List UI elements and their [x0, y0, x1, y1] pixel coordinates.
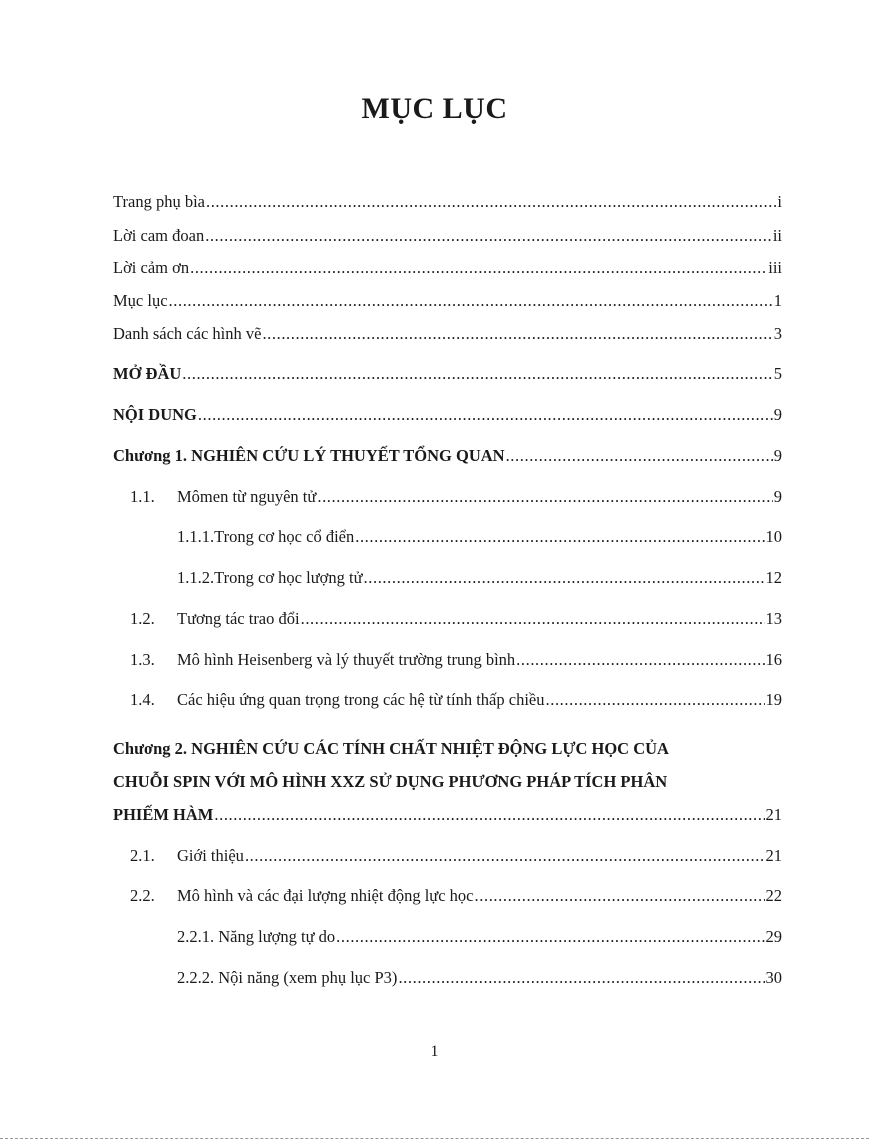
- toc-label: Lời cảm ơn: [113, 258, 190, 277]
- toc-page-number: 9: [773, 405, 782, 424]
- toc-leader-dots: [205, 226, 772, 246]
- chapter-2-heading-line-1[interactable]: Chương 2. NGHIÊN CỨU CÁC TÍNH CHẤT NHIỆT ĐỘNG LỰC HỌC CỦA: [113, 739, 669, 758]
- toc-leader-dots: [364, 568, 765, 588]
- toc-label: Trang phụ bìa: [113, 192, 205, 211]
- toc-entry-subsection-2-2-1[interactable]: [177, 927, 782, 947]
- toc-entry-chuong-1[interactable]: [113, 446, 782, 466]
- toc-page-number: 21: [765, 805, 782, 824]
- toc-label: 1.1.2.Trong cơ học lượng tử: [177, 568, 363, 587]
- toc-entry-loi-cam-doan[interactable]: [113, 226, 782, 246]
- toc-leader-dots: [245, 846, 765, 866]
- toc-label: Các hiệu ứng quan trọng trong các hệ từ tính thấp chiều: [177, 690, 545, 709]
- toc-leader-dots: [190, 258, 767, 278]
- toc-label: NỘI DUNG: [113, 405, 197, 424]
- toc-entry-mo-dau[interactable]: [113, 364, 782, 384]
- toc-label: 2.2.2. Nội năng (xem phụ lục P3): [177, 968, 398, 987]
- toc-page-number: 30: [765, 968, 782, 987]
- toc-label: Mục lục: [113, 291, 168, 310]
- toc-entry-subsection-2-2-2[interactable]: [177, 968, 782, 988]
- toc-page-number: 12: [765, 568, 782, 587]
- toc-leader-dots: [398, 968, 764, 988]
- toc-leader-dots: [516, 650, 764, 670]
- toc-entry-trang-phu-bia[interactable]: [113, 192, 782, 212]
- toc-label: PHIẾM HÀM: [113, 805, 214, 824]
- toc-entry-subsection-1-1-2[interactable]: [177, 568, 782, 588]
- toc-page-number: 5: [773, 364, 782, 383]
- toc-leader-dots: [262, 324, 772, 344]
- toc-label: Mô hình Heisenberg và lý thuyết trường trung bình: [177, 650, 516, 669]
- toc-entry-subsection-1-1-1[interactable]: [177, 527, 782, 547]
- toc-entry-section-2-2[interactable]: [130, 886, 782, 906]
- toc-label: Giới thiệu: [177, 846, 244, 865]
- toc-section-number: 1.4.: [130, 690, 155, 709]
- toc-entry-section-1-1[interactable]: [130, 487, 782, 507]
- toc-label: Chương 1. NGHIÊN CỨU LÝ THUYẾT TỔNG QUAN: [113, 446, 505, 465]
- toc-label: Danh sách các hình vẽ: [113, 324, 262, 343]
- toc-section-number: 1.3.: [130, 650, 155, 669]
- toc-entry-chuong-2[interactable]: [113, 805, 782, 825]
- toc-leader-dots: [475, 886, 765, 906]
- toc-section-number: 2.2.: [130, 886, 155, 905]
- toc-entry-muc-luc[interactable]: [113, 291, 782, 311]
- toc-entry-section-2-1[interactable]: [130, 846, 782, 866]
- toc-leader-dots: [506, 446, 773, 466]
- toc-label: 1.1.1.Trong cơ học cổ điển: [177, 527, 355, 546]
- toc-entry-noi-dung[interactable]: [113, 405, 782, 425]
- toc-label: MỞ ĐẦU: [113, 364, 182, 383]
- toc-page-number: 13: [765, 609, 782, 628]
- toc-label: 2.2.1. Năng lượng tự do: [177, 927, 336, 946]
- toc-page-number: 1: [773, 291, 782, 310]
- toc-page-number: ii: [772, 226, 782, 245]
- toc-page-number: 3: [773, 324, 782, 343]
- toc-page-number: 29: [765, 927, 782, 946]
- toc-page-number: i: [777, 192, 782, 211]
- page-title: MỤC LỤC: [361, 92, 508, 125]
- toc-label: Lời cam đoan: [113, 226, 205, 245]
- toc-leader-dots: [546, 690, 765, 710]
- toc-entry-section-1-3[interactable]: [130, 650, 782, 670]
- toc-leader-dots: [355, 527, 764, 547]
- toc-label: Mô hình và các đại lượng nhiệt động lực học: [177, 886, 474, 905]
- toc-page-number: 10: [765, 527, 782, 546]
- toc-entry-section-1-4[interactable]: [130, 690, 782, 710]
- toc-page-number: iii: [768, 258, 782, 277]
- toc-section-number: 1.1.: [130, 487, 155, 506]
- toc-page-number: 21: [765, 846, 782, 865]
- toc-leader-dots: [214, 805, 764, 825]
- toc-entry-section-1-2[interactable]: [130, 609, 782, 629]
- toc-section-number: 1.2.: [130, 609, 155, 628]
- toc-entry-danh-sach-hinh-ve[interactable]: [113, 324, 782, 344]
- toc-leader-dots: [206, 192, 776, 212]
- toc-leader-dots: [336, 927, 764, 947]
- toc-leader-dots: [198, 405, 773, 425]
- toc-label: Tương tác trao đổi: [177, 609, 300, 628]
- toc-label: Mômen từ nguyên tử: [177, 487, 317, 506]
- toc-leader-dots: [301, 609, 765, 629]
- toc-page-number: 19: [765, 690, 782, 709]
- toc-page-number: 16: [765, 650, 782, 669]
- toc-leader-dots: [317, 487, 772, 507]
- toc-entry-loi-cam-on[interactable]: [113, 258, 782, 278]
- toc-page-number: 9: [773, 487, 782, 506]
- toc-page-number: 9: [773, 446, 782, 465]
- toc-leader-dots: [182, 364, 772, 384]
- page-number: 1: [430, 1043, 439, 1060]
- page-bottom-divider: [0, 1138, 869, 1139]
- toc-section-number: 2.1.: [130, 846, 155, 865]
- chapter-2-heading-line-2[interactable]: CHUỖI SPIN VỚI MÔ HÌNH XXZ SỬ DỤNG PHƯƠNG PHÁP TÍCH PHÂN: [113, 772, 668, 791]
- toc-leader-dots: [169, 291, 773, 311]
- toc-page-number: 22: [765, 886, 782, 905]
